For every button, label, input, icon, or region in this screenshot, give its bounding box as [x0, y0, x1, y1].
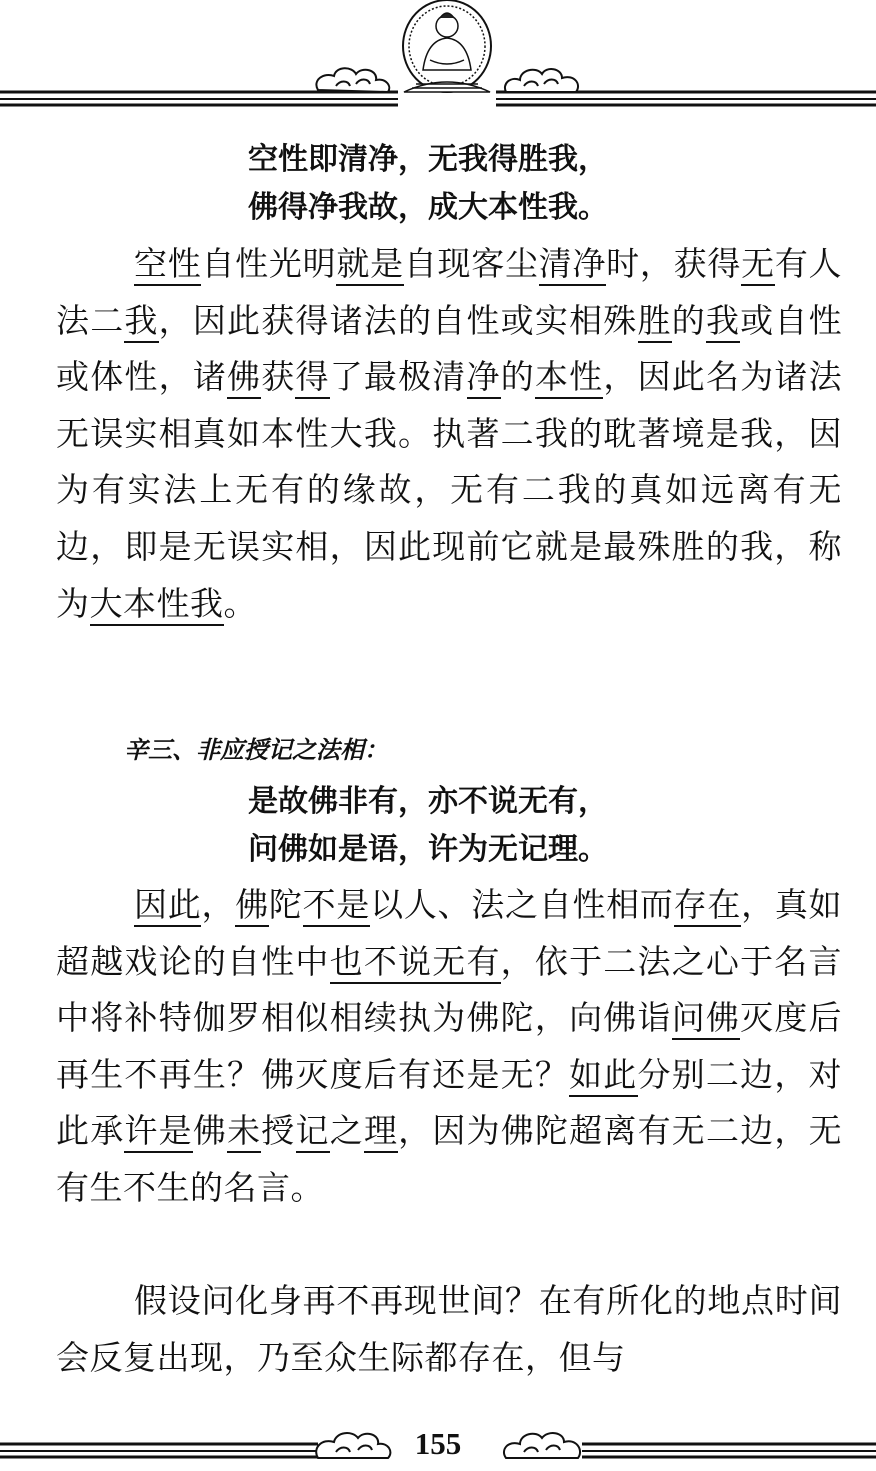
- underlined-text: 存在: [674, 885, 741, 927]
- text-run: ，因此获得诸法的自性或实相殊: [158, 300, 638, 340]
- underlined-text: 胜: [638, 301, 672, 343]
- underlined-text: 佛: [227, 357, 261, 399]
- underlined-text: 清净: [539, 244, 606, 286]
- header-ornament: [0, 0, 876, 112]
- paragraph-1: [56, 236, 842, 632]
- cloud-ornament-left-icon: [316, 68, 389, 92]
- text-run: 或自性或体性，诸: [56, 300, 843, 397]
- text-run: 了最极清: [329, 357, 467, 397]
- text-run: 的: [671, 300, 706, 340]
- text-run: 时，获得: [606, 244, 742, 283]
- underlined-text: 问佛: [672, 998, 740, 1040]
- paragraph-2: [56, 877, 842, 1217]
- page-number: 155: [414, 1426, 462, 1461]
- text-run: ，因为佛陀超离有无二边，无有生不生的名言。: [56, 1111, 843, 1207]
- underlined-text: 本性: [535, 357, 603, 399]
- text-run: 。: [223, 583, 257, 623]
- text-run: 获: [261, 357, 296, 397]
- text-run: ，真如超越戏论的自性中: [56, 885, 843, 981]
- verse-1-line-2: 佛得净我故，成大本性我。: [248, 191, 608, 224]
- text-run: 灭度后再生不再生？佛灭度后有还是无？: [56, 998, 843, 1094]
- text-run: 自现客尘: [403, 244, 539, 283]
- underlined-text: 未: [227, 1111, 261, 1153]
- text-run: 分别二边，对此承: [56, 1054, 843, 1151]
- text-run: 以人、法之自性相而: [370, 885, 674, 924]
- underlined-text: 我: [706, 301, 740, 343]
- underlined-text: 就是: [336, 244, 403, 286]
- underlined-text: 不是: [303, 885, 370, 927]
- cloud-ornament-right-icon: [505, 69, 578, 92]
- verse-1-line-1: 空性即清净，无我得胜我，: [248, 143, 608, 176]
- text-run: 陀: [268, 885, 303, 924]
- underlined-text: 佛: [235, 885, 269, 927]
- underlined-text: 无: [741, 244, 775, 286]
- buddha-figure-icon: [403, 0, 491, 92]
- text-run: 的: [500, 357, 535, 397]
- underlined-text: 我: [124, 301, 158, 343]
- paragraph-3: 假设问化身再不再现世间？在有所化的地点时间会反复出现，乃至众生际都存在，但与: [56, 1281, 842, 1377]
- underlined-text: 大本性我: [90, 584, 224, 626]
- text-run: 之: [329, 1111, 364, 1151]
- text-run: ，: [201, 885, 236, 924]
- underlined-text: 许是: [124, 1111, 192, 1153]
- verse-2-line-2: 问佛如是语，许为无记理。: [248, 833, 608, 866]
- underlined-text: 净: [467, 357, 501, 399]
- verse-2-line-1: 是故佛非有，亦不说无有，: [248, 785, 608, 818]
- text-run: ，因此名为诸法无误实相真如本性大我。执著二我的耽著境是我，因为有实法上无有的缘故，无有二我的真如远离有无边，即是无误实相，因此现前它就是最殊胜的我，称为: [56, 357, 843, 623]
- text-run: 有人法二: [56, 244, 843, 340]
- text-run: 佛: [192, 1111, 228, 1151]
- underlined-text: 记: [296, 1111, 330, 1153]
- text-run: 自性光明: [201, 244, 337, 283]
- text-run: ，依于二法之心于名言中将补特伽罗相似相续执为佛陀，向佛诣: [56, 941, 843, 1038]
- underlined-text: 也不说无有: [330, 942, 501, 984]
- section-heading: 辛三、非应授记之法相：: [124, 736, 388, 764]
- underlined-text: 空性: [134, 244, 201, 286]
- underlined-text: 因此: [134, 885, 201, 927]
- text-run: 授: [261, 1111, 296, 1151]
- underlined-text: 如此: [569, 1055, 637, 1097]
- underlined-text: 得: [295, 357, 329, 399]
- underlined-text: 理: [364, 1111, 398, 1153]
